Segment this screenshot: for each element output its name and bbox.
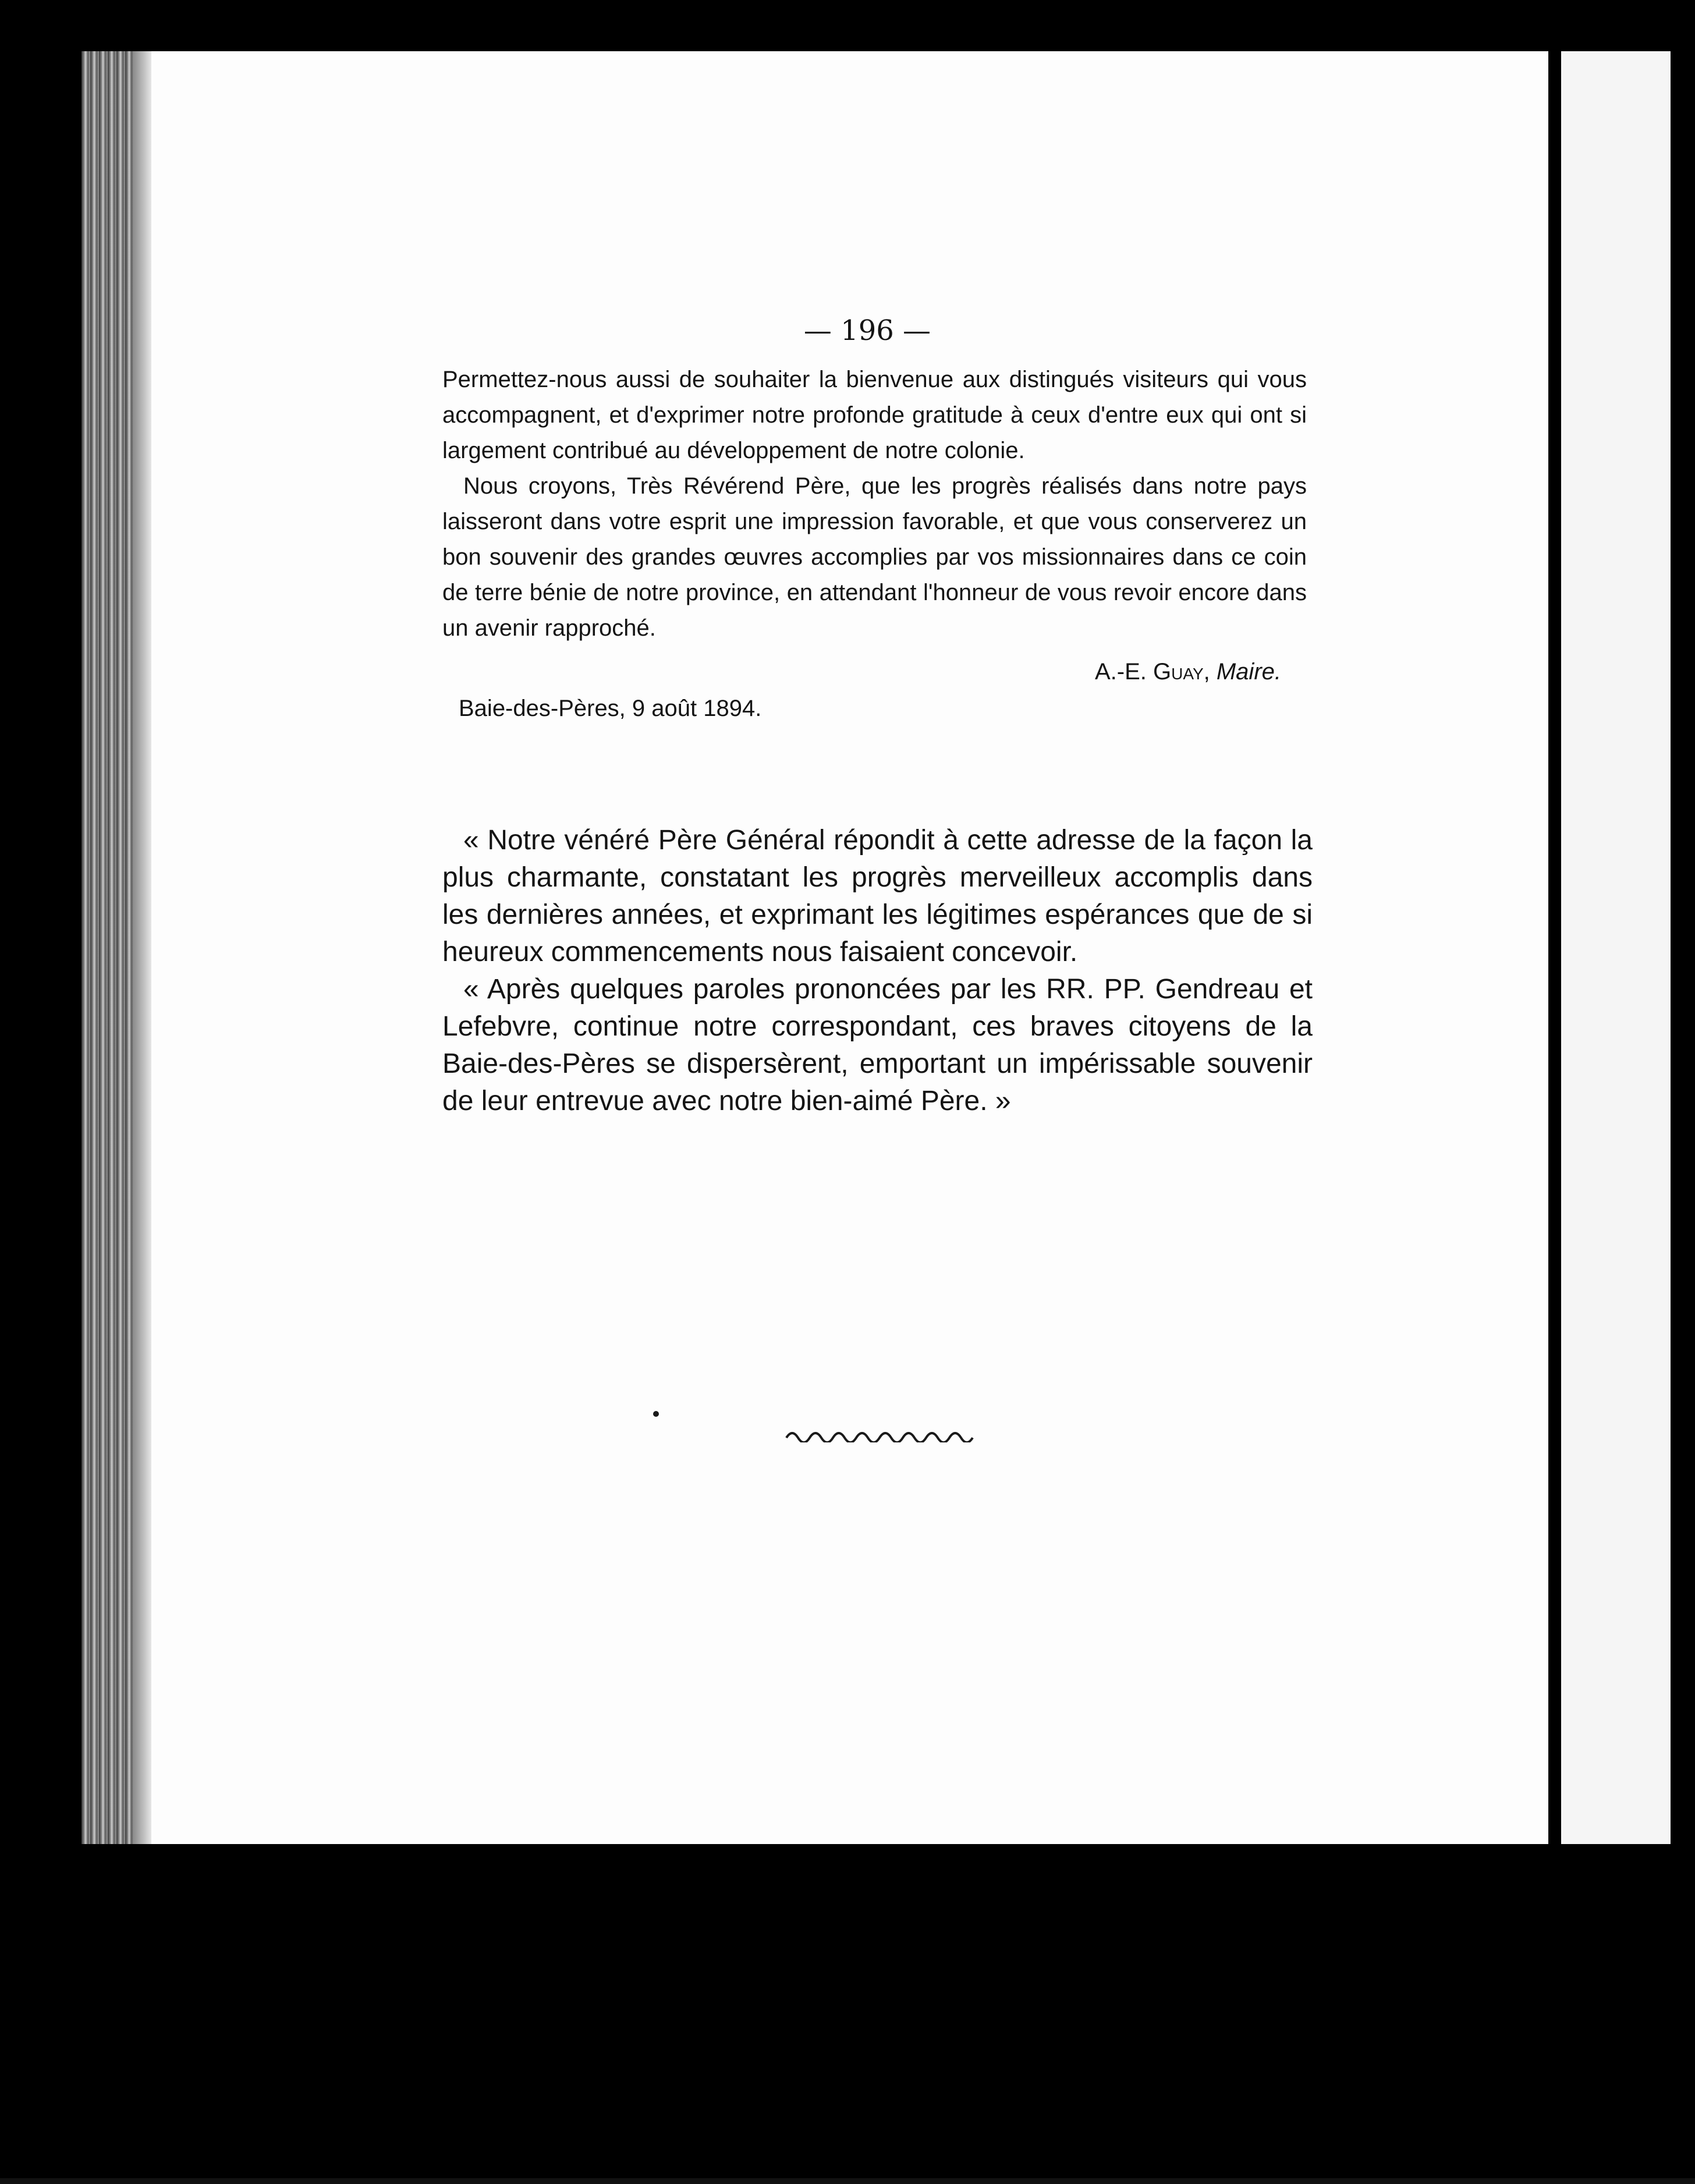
- signature-title: Maire.: [1216, 659, 1281, 685]
- ink-speck: [653, 1411, 659, 1417]
- address-paragraph-2: Nous croyons, Très Révérend Père, que les progrès réalisés dans notre pays laisseront dans votre esprit une impression favorable, et que vous conserverez un bon souvenir des grandes œuvres accomplies par vos missionnaires dans ce coin de terre bénie de notre province, en attendant l'honneur de vous revoir encore dans un avenir rapproché.: [442, 473, 1307, 641]
- place-date: Baie-des-Pères, 9 août 1894.: [459, 696, 762, 721]
- narrative-paragraph-2: « Après quelques paroles prononcées par les RR. PP. Gendreau et Lefebvre, continue notre correspondant, ces braves citoyens de la Baie-des-Pères se dispersèrent, emportant un impérissable souvenir de leur entrevue avec notre bien-aimé Père. »: [442, 974, 1313, 1116]
- decorative-wave-ornament: [783, 1425, 976, 1442]
- signature-separator: ,: [1203, 659, 1217, 685]
- narrative: [442, 822, 1313, 1120]
- page-edge-shadow: [134, 51, 151, 1844]
- book-gutter: [1548, 51, 1561, 1844]
- page-edges-left: [81, 51, 134, 1844]
- address-paragraph-1: Permettez-nous aussi de souhaiter la bienvenue aux distingués visiteurs qui vous accompagnent, et d'exprimer notre profonde gratitude à ceux d'entre eux qui ont si largement contribué au développement de notre colonie.: [442, 367, 1307, 463]
- facing-page-edge: [1561, 51, 1671, 1844]
- narrative-paragraph-1: « Notre vénéré Père Général répondit à cette adresse de la façon la plus charmante, constatant les progrès merveilleux accomplis dans les dernières années, et exprimant les légitimes espérances que de si heureux commencements nous faisaient concevoir.: [442, 825, 1313, 967]
- page-number: — 196 —: [803, 314, 931, 347]
- signature: [442, 659, 1307, 685]
- signature-initials: A.-E.: [1094, 659, 1154, 685]
- signature-name: Guay: [1153, 659, 1204, 685]
- mayor-address: [442, 362, 1307, 722]
- scan-bottom-border: [0, 2178, 1695, 2184]
